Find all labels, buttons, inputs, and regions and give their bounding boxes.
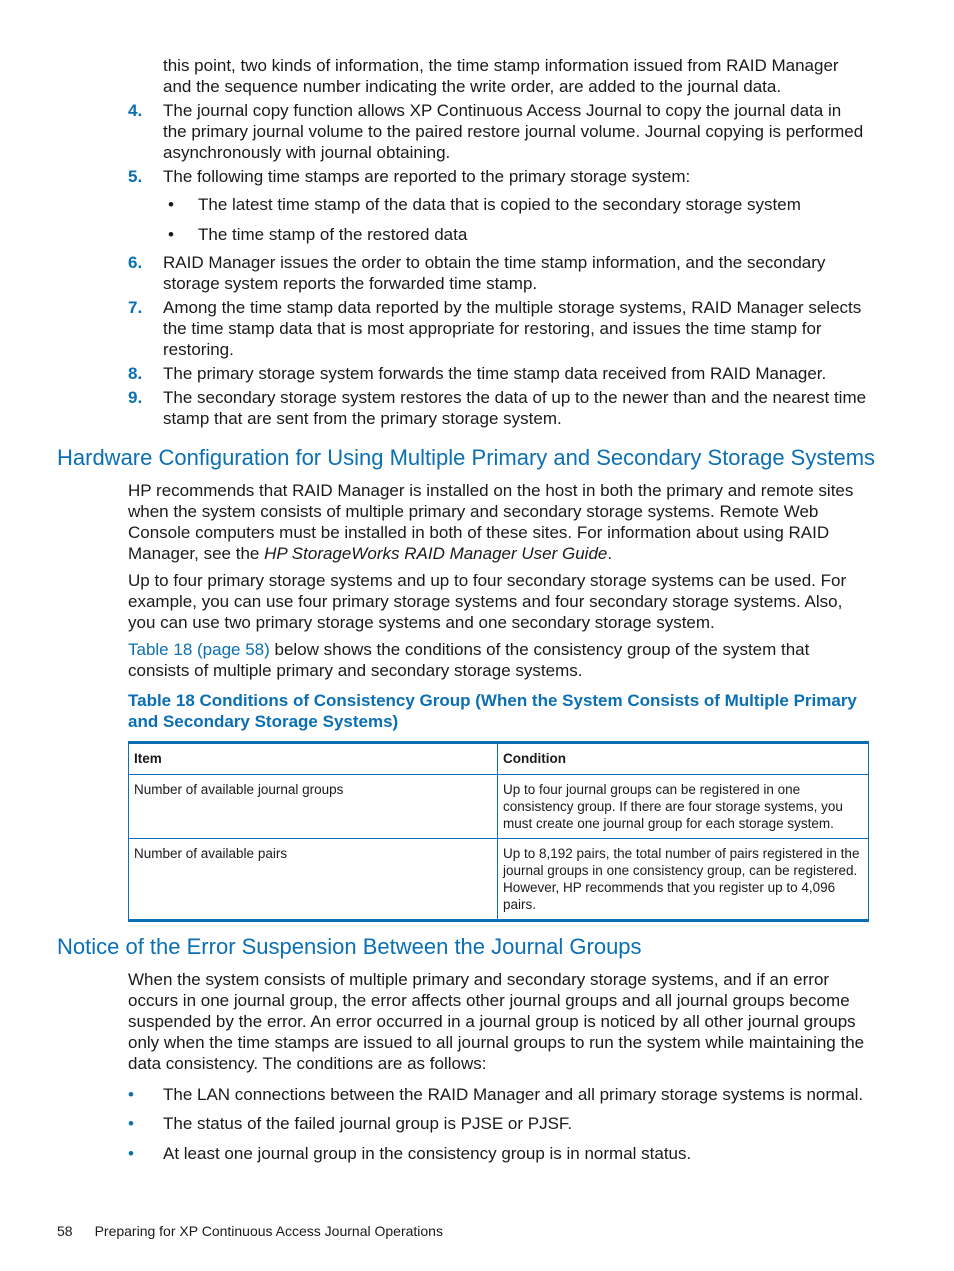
step-text: The secondary storage system restores the data of up to the newer than and the nearest time stamp that are sent from the primary storage system. bbox=[163, 388, 867, 428]
section-heading-error-suspension: Notice of the Error Suspension Between the Journal Groups bbox=[57, 934, 642, 959]
list-item-step-5 bbox=[128, 166, 868, 187]
step-number: 8. bbox=[128, 364, 143, 383]
guide-title: HP StorageWorks RAID Manager User Guide bbox=[264, 544, 608, 563]
step-number: 7. bbox=[128, 298, 143, 317]
bullet-text: The status of the failed journal group is PJSE or PJSF. bbox=[163, 1114, 573, 1133]
bullet-icon: • bbox=[168, 195, 174, 214]
bullet-text: The LAN connections between the RAID Manager and all primary storage systems is normal. bbox=[163, 1085, 864, 1104]
paragraph-text: HP recommends that RAID Manager is installed on the host in both the primary and remote sites when the system consists of multiple primary and secondary storage systems. Remote Web Console computers must be installed in both of these sites. For information about using RAID Manager, see the bbox=[128, 481, 854, 563]
step-number: 6. bbox=[128, 253, 143, 272]
table-header-row bbox=[129, 743, 869, 775]
paragraph: When the system consists of multiple primary and secondary storage systems, and if an error occurs in one journal group, the error affects other journal groups and all journal groups become suspended by the error. An error occurred in a journal group is noticed by all other journal groups only when the time stamps are issued to all journal groups to run the system while maintaining the data consistency. The conditions are as follows: bbox=[128, 970, 865, 1073]
intro-continuation: this point, two kinds of information, the time stamp information issued from RAID Manager and the sequence number indicating the write order, are added to the journal data. bbox=[163, 56, 839, 96]
table-cell: Up to four journal groups can be registered in one consistency group. If there are four storage systems, you must create one journal group for each storage system. bbox=[498, 775, 869, 839]
bullet-icon: • bbox=[128, 1144, 134, 1163]
paragraph bbox=[128, 480, 868, 564]
table-reference-link[interactable]: Table 18 (page 58) bbox=[128, 640, 270, 659]
step-number: 4. bbox=[128, 101, 143, 120]
list-item bbox=[128, 1113, 868, 1134]
list-item-step-6 bbox=[128, 252, 868, 294]
list-item bbox=[128, 1143, 868, 1164]
step-number: 5. bbox=[128, 167, 143, 186]
step-number: 9. bbox=[128, 388, 143, 407]
chapter-title: Preparing for XP Continuous Access Journal Operations bbox=[94, 1223, 443, 1239]
step-text: The journal copy function allows XP Continuous Access Journal to copy the journal data in the primary journal volume to the paired restore journal volume. Journal copying is performed asynchronously with journal obtaining. bbox=[163, 101, 864, 162]
list-item-step-7 bbox=[128, 297, 868, 360]
paragraph-text: . bbox=[607, 544, 613, 563]
paragraph: Up to four primary storage systems and up to four secondary storage systems can be used. For example, you can use four primary storage systems and four secondary storage systems. Also, you can use two primary storage systems and one secondary storage system. bbox=[128, 571, 847, 632]
table-cell: Up to 8,192 pairs, the total number of pairs registered in the journal groups in one consistency group, can be registered. However, HP recommends that you register up to 4,096 pairs. bbox=[498, 839, 869, 921]
list-item-step-9 bbox=[128, 387, 868, 429]
step-text: RAID Manager issues the order to obtain the time stamp information, and the secondary storage system reports the forwarded time stamp. bbox=[163, 253, 826, 293]
conditions-table bbox=[128, 741, 869, 922]
column-header-condition: Condition bbox=[498, 743, 869, 775]
table-caption: Table 18 Conditions of Consistency Group (When the System Consists of Multiple Primary and Secondary Storage Systems) bbox=[128, 691, 857, 731]
section-heading-hardware-configuration: Hardware Configuration for Using Multiple Primary and Secondary Storage Systems bbox=[57, 445, 876, 470]
bullet-text: The time stamp of the restored data bbox=[198, 225, 468, 244]
paragraph-text: below shows the conditions of the consistency group of the system that consists of multiple primary and secondary storage systems. bbox=[128, 640, 810, 680]
list-item bbox=[128, 1084, 868, 1105]
paragraph bbox=[128, 639, 868, 681]
bullet-icon: • bbox=[128, 1085, 134, 1104]
step-text: Among the time stamp data reported by the multiple storage systems, RAID Manager selects the time stamp data that is most appropriate for restoring, and issues the time stamp for restoring. bbox=[163, 298, 862, 359]
list-item-step-8 bbox=[128, 363, 868, 384]
column-header-item: Item bbox=[129, 743, 498, 775]
bullet-icon: • bbox=[168, 225, 174, 244]
step-text: The primary storage system forwards the time stamp data received from RAID Manager. bbox=[163, 364, 827, 383]
table-cell: Number of available journal groups bbox=[129, 775, 498, 839]
step-text: The following time stamps are reported to the primary storage system: bbox=[163, 167, 691, 186]
page-footer bbox=[57, 1222, 443, 1240]
list-item-step-4 bbox=[128, 100, 868, 163]
list-item bbox=[163, 194, 863, 215]
table-row bbox=[129, 775, 869, 839]
bullet-text: At least one journal group in the consistency group is in normal status. bbox=[163, 1144, 692, 1163]
bullet-text: The latest time stamp of the data that is copied to the secondary storage system bbox=[198, 195, 801, 214]
table-cell: Number of available pairs bbox=[129, 839, 498, 921]
list-item bbox=[163, 224, 863, 245]
bullet-icon: • bbox=[128, 1114, 134, 1133]
page-number: 58 bbox=[57, 1223, 73, 1239]
table-row bbox=[129, 839, 869, 921]
